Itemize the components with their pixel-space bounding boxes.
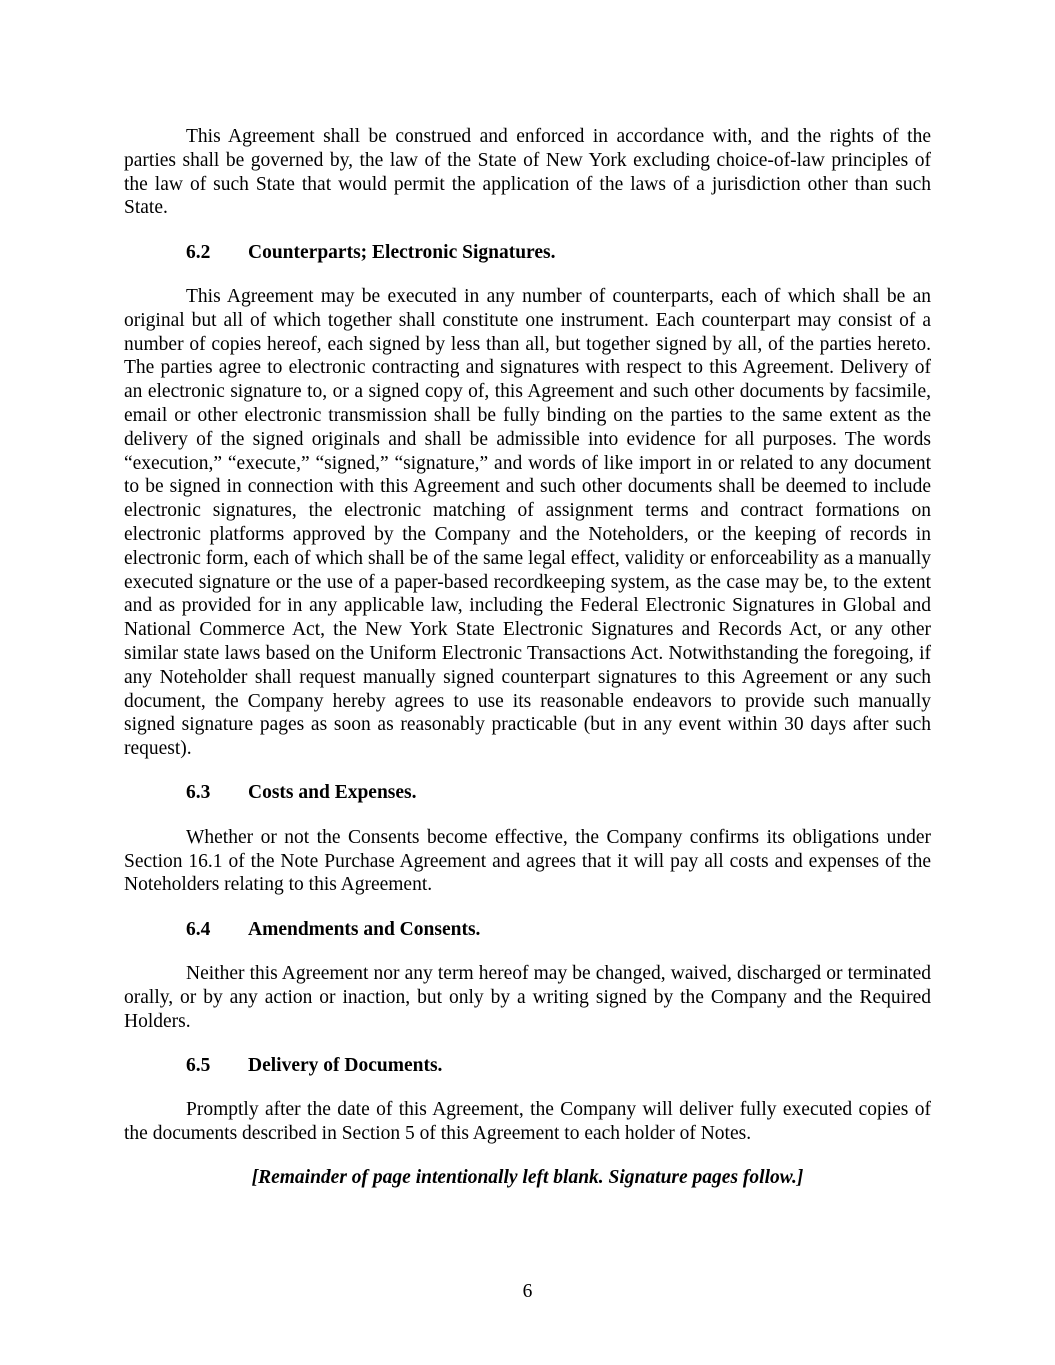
document-content — [124, 125, 931, 1190]
section-title: Amendments and Consents. — [248, 918, 481, 940]
section-number: 6.5 — [186, 1054, 211, 1076]
closing-note: [Remainder of page intentionally left blank. Signature pages follow.] — [251, 1167, 804, 1189]
section-number: 6.2 — [186, 241, 211, 263]
section-title: Costs and Expenses. — [248, 782, 417, 804]
section-heading-6-5 — [186, 1054, 931, 1078]
section-number: 6.4 — [186, 918, 211, 940]
governing-law-paragraph: This Agreement shall be construed and enforced in accordance with, and the rights of the parties shall be governed by, the law of the State of New York excluding choice-of-law principles of the law of such State that would permit the application of the laws of a jurisdiction other than such State. — [124, 126, 931, 219]
section-title: Delivery of Documents. — [248, 1054, 443, 1076]
section-body-6-3: Whether or not the Consents become effective, the Company confirms its obligations under Section 16.1 of the Note Purchase Agreement and agrees that it will pay all costs and expenses of the Noteholders relating to this Agreement. — [124, 826, 931, 896]
section-heading-6-4 — [186, 918, 931, 942]
section-title: Counterparts; Electronic Signatures. — [248, 241, 556, 263]
section-body-6-2: This Agreement may be executed in any number of counterparts, each of which shall be an original but all of which together shall constitute one instrument. Each counterpart may consist of a number of copies hereof, each signed by less than all, but together signed by all, of the parties hereto. The parties agree to electronic contracting and signatures with respect to this Agreement. Delivery of an electronic signature to, or a signed copy of, this Agreement and such other documents by facsimile, email or other electronic transmission shall be fully binding on the parties to the same extent as the delivery of the signed originals and shall be admissible into evidence for all purposes. The words “execution,” “execute,” “signed,” “signature,” and words of like import in or related to any document to be signed in connection with this Agreement and such other documents shall be deemed to include electronic signatures, the electronic matching of assignment terms and contract formations on electronic platforms approved by the Company and the Noteholders, or the keeping of records in electronic form, each of which shall be of the same legal effect, validity or enforceability as a manually executed signature or the use of a paper-based recordkeeping system, as the case may be, to the extent and as provided for in any applicable law, including the Federal Electronic Signatures in Global and National Commerce Act, the New York State Electronic Signatures and Records Act, or any other similar state laws based on the Uniform Electronic Transactions Act. Notwithstanding the foregoing, if any Noteholder shall request manually signed counterpart signatures to this Agreement or any such document, the Company hereby agrees to use its reasonable endeavors to provide such manually signed signature pages as soon as reasonably practicable (but in any event within 30 days after such request). — [124, 285, 931, 760]
section-body-6-4: Neither this Agreement nor any term hereof may be changed, waived, discharged or terminated orally, or by any action or inaction, but only by a writing signed by the Company and the Required Holders. — [124, 962, 931, 1032]
section-body-6-5: Promptly after the date of this Agreement, the Company will deliver fully executed copies of the documents described in Section 5 of this Agreement to each holder of Notes. — [124, 1099, 931, 1144]
section-number: 6.3 — [186, 782, 211, 804]
section-heading-6-2 — [186, 241, 931, 265]
page-number: 6 — [522, 1281, 533, 1302]
section-heading-6-3 — [186, 781, 931, 805]
